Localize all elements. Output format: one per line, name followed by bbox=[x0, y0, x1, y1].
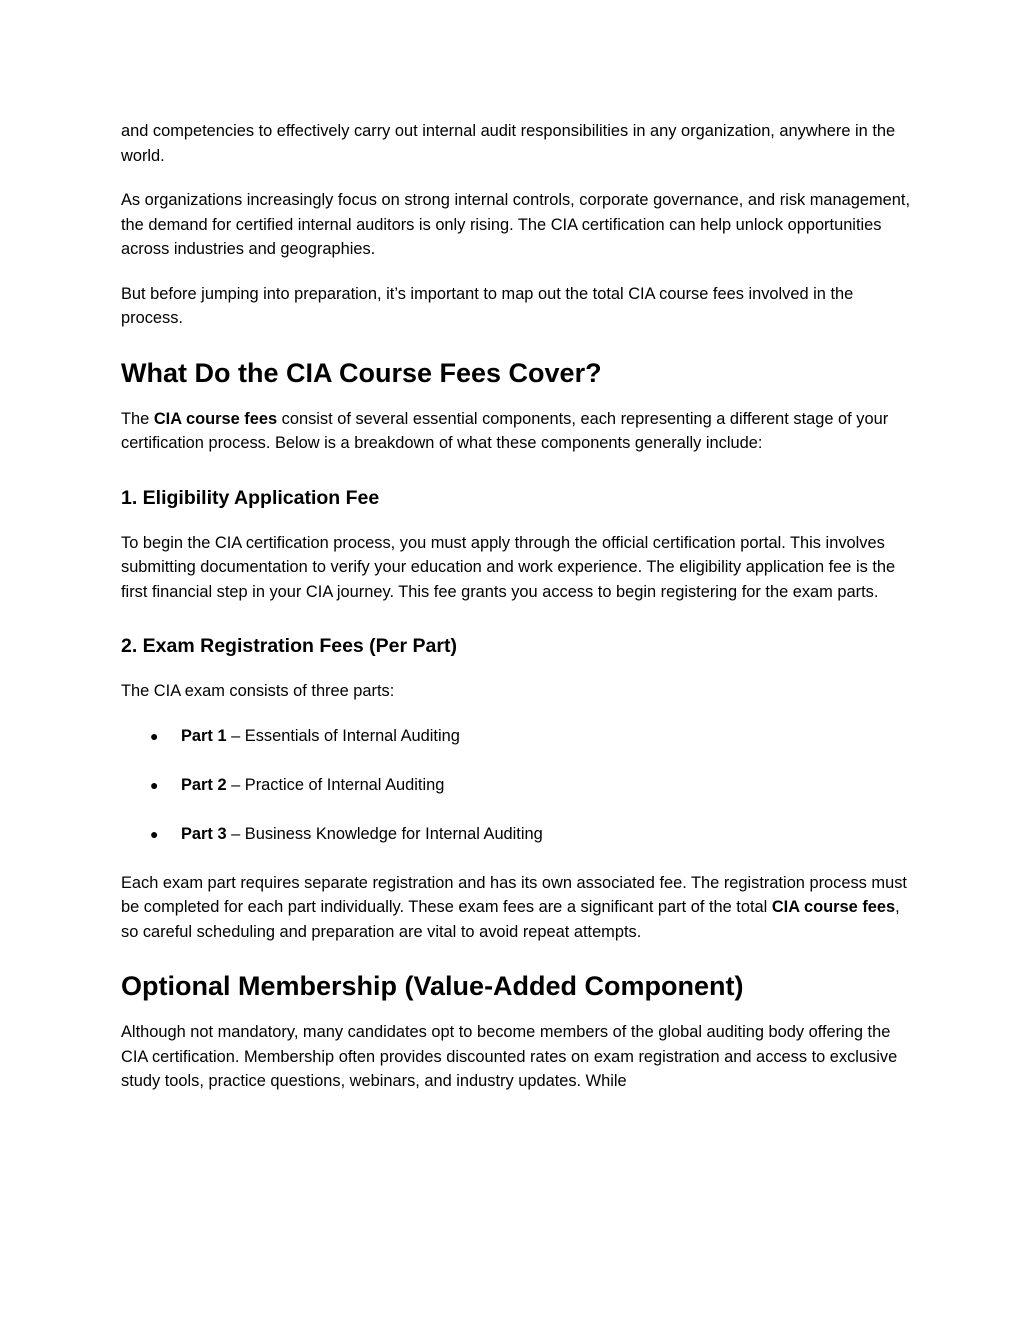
list-item bbox=[121, 724, 911, 749]
exam-fees-closing-paragraph bbox=[121, 871, 911, 945]
bullet-icon: ● bbox=[150, 727, 159, 744]
exam-registration-heading: 2. Exam Registration Fees (Per Part) bbox=[121, 635, 457, 657]
closing-lead: Each exam part requires separate registration and has its own associated fee. The registration process must be completed for each part individually. These exam fees are a significant part of the total bbox=[121, 873, 907, 916]
fees-section-paragraph bbox=[121, 407, 911, 456]
fees-paragraph-rest: consist of several essential components, each representing a different stage of your certification process. Below is a breakdown of what these components generally include: bbox=[121, 409, 889, 452]
fees-section-heading: What Do the CIA Course Fees Cover? bbox=[121, 357, 602, 388]
part-label: Part 1 bbox=[181, 726, 227, 745]
document-page bbox=[121, 119, 911, 1094]
exam-parts-intro: The CIA exam consists of three parts: bbox=[121, 682, 395, 700]
part-description: – Business Knowledge for Internal Auditing bbox=[226, 824, 543, 843]
eligibility-paragraph: To begin the CIA certification process, you must apply through the official certification portal. This involves submitting documentation to verify your education and work experience. The eligibility application fee is the first financial step in your CIA journey. This fee grants you access to begin registering for the exam parts. bbox=[121, 533, 896, 601]
intro-paragraph-3: But before jumping into preparation, it’s important to map out the total CIA course fees involved in the process. bbox=[121, 284, 854, 327]
fees-paragraph-bold: CIA course fees bbox=[153, 409, 278, 428]
membership-heading: Optional Membership (Value-Added Component) bbox=[121, 971, 744, 1001]
fees-paragraph-lead: The bbox=[121, 409, 154, 428]
part-label: Part 3 bbox=[181, 824, 227, 843]
bullet-icon: ● bbox=[150, 776, 159, 793]
bullet-icon: ● bbox=[150, 825, 159, 842]
list-item bbox=[121, 822, 911, 847]
part-description: – Essentials of Internal Auditing bbox=[226, 726, 460, 745]
part-label: Part 2 bbox=[181, 775, 227, 794]
part-description: – Practice of Internal Auditing bbox=[226, 775, 445, 794]
eligibility-heading: 1. Eligibility Application Fee bbox=[121, 486, 380, 509]
intro-paragraph-2: As organizations increasingly focus on strong internal controls, corporate governance, and risk management, the demand for certified internal auditors is only rising. The CIA certification can help unlock opportunities across industries and geographies. bbox=[121, 191, 910, 258]
exam-parts-list bbox=[121, 724, 911, 847]
list-item bbox=[121, 773, 911, 798]
intro-paragraph-1: and competencies to effectively carry out internal audit responsibilities in any organization, anywhere in the world. bbox=[121, 122, 896, 165]
closing-bold: CIA course fees bbox=[771, 898, 896, 916]
closing-rest: , so careful scheduling and preparation are vital to avoid repeat attempts. bbox=[121, 898, 900, 941]
membership-paragraph: Although not mandatory, many candidates opt to become members of the global auditing body offering the CIA certification. Membership often provides discounted rates on exam registration and access to exclusive study tools, practice questions, webinars, and industry updates. While bbox=[121, 1023, 898, 1090]
